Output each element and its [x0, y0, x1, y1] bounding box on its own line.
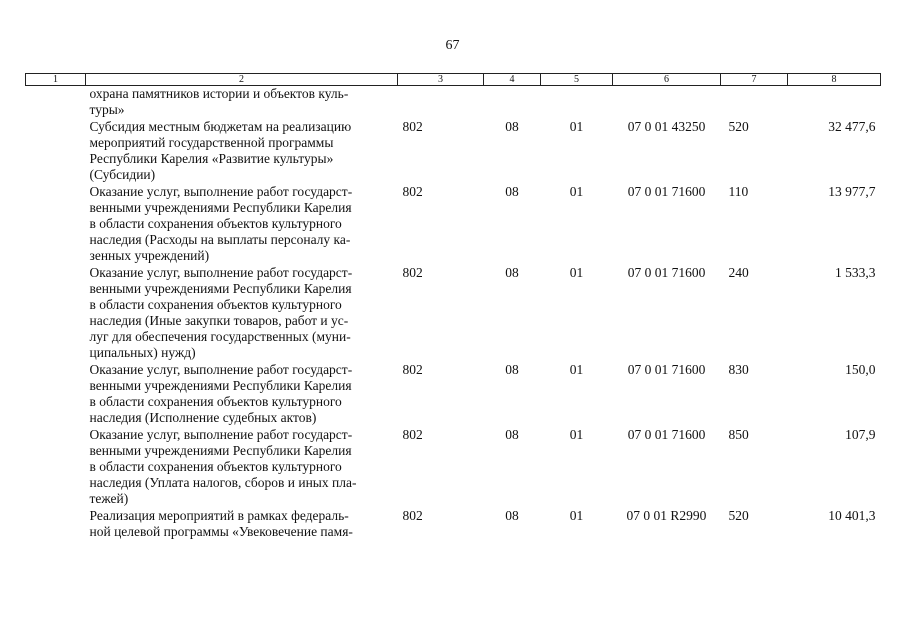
cell-name: Оказание услуг, выполнение работ государст- венными учреждениями Республики Карелия в области сохранения объектов культурного наследия (Уплата налогов, сборов и иных пла- тежей) — [89, 427, 357, 506]
cell-ved: 802 — [402, 184, 423, 199]
cell-name: Оказание услуг, выполнение работ государст- венными учреждениями Республики Карелия в области сохранения объектов культурного наследия (Иные закупки товаров, работ и ус- луг для обеспечения государственных (муни- ципальных) нужд) — [89, 265, 353, 360]
cell-pr: 01 — [569, 427, 584, 442]
cell-vr: 830 — [728, 362, 749, 377]
table-row — [26, 362, 881, 427]
cell-blank — [26, 362, 86, 427]
cell-name: Субсидия местным бюджетам на реализацию мероприятий государственной программы Республики Карелия «Развитие культуры» (Субсидии) — [89, 119, 352, 182]
cell-rz: 08 — [505, 427, 519, 442]
cell-pr: 01 — [569, 184, 584, 199]
cell-rz: 08 — [505, 265, 519, 280]
table-row — [26, 119, 881, 184]
cell-ved: 802 — [402, 119, 423, 134]
cell-blank — [26, 119, 86, 184]
cell-pr: 01 — [569, 362, 584, 377]
header-col-5: 5 — [541, 74, 613, 86]
cell-rz: 08 — [505, 508, 519, 523]
table-row — [26, 427, 881, 508]
cell-blank — [26, 86, 86, 120]
cell-ved: 802 — [402, 508, 423, 523]
header-col-3: 3 — [398, 74, 484, 86]
cell-sum — [788, 86, 881, 120]
cell-pr: 01 — [569, 119, 584, 134]
cell-csr: 07 0 01 71600 — [627, 184, 706, 199]
cell-ved: 802 — [402, 265, 423, 280]
cell-pr: 01 — [569, 508, 584, 523]
cell-vr: 520 — [728, 508, 749, 523]
cell-ved: 802 — [402, 427, 423, 442]
cell-blank — [26, 427, 86, 508]
cell-csr: 07 0 01 71600 — [627, 427, 706, 442]
cell-rz: 08 — [505, 119, 519, 134]
cell-csr: 07 0 01 43250 — [627, 119, 706, 134]
cell-vr: 110 — [728, 184, 749, 199]
header-col-6: 6 — [613, 74, 721, 86]
table-row — [26, 184, 881, 265]
cell-rz: 08 — [505, 184, 519, 199]
cell-ved: 802 — [402, 362, 423, 377]
cell-csr: 07 0 01 R2990 — [626, 508, 707, 523]
header-col-2: 2 — [86, 74, 398, 86]
cell-sum: 150,0 — [845, 362, 876, 377]
cell-sum: 107,9 — [845, 427, 876, 442]
cell-blank — [26, 508, 86, 541]
cell-rz: 08 — [505, 362, 519, 377]
cell-csr: 07 0 01 71600 — [627, 265, 706, 280]
cell-name: Реализация мероприятий в рамках федераль- ной целевой программы «Увековечение памя- — [89, 508, 353, 539]
header-col-8: 8 — [788, 74, 881, 86]
table-row — [26, 265, 881, 362]
page-number: 67 — [445, 38, 460, 53]
header-col-4: 4 — [484, 74, 541, 86]
cell-vr — [721, 86, 788, 120]
cell-vr: 520 — [728, 119, 749, 134]
header-col-1: 1 — [26, 74, 86, 86]
cell-pr — [541, 86, 613, 120]
header-col-7: 7 — [721, 74, 788, 86]
cell-blank — [26, 265, 86, 362]
cell-sum: 10 401,3 — [828, 508, 876, 523]
cell-sum: 1 533,3 — [835, 265, 876, 280]
cell-vr: 240 — [728, 265, 749, 280]
cell-rz — [484, 86, 541, 120]
budget-table — [25, 73, 881, 541]
cell-sum: 13 977,7 — [828, 184, 876, 199]
cell-blank — [26, 184, 86, 265]
cell-name: Оказание услуг, выполнение работ государст- венными учреждениями Республики Карелия в области сохранения объектов культурного наследия (Исполнение судебных актов) — [89, 362, 353, 425]
cell-name: охрана памятников истории и объектов куль- туры» — [89, 86, 349, 117]
cell-vr: 850 — [728, 427, 749, 442]
table-row — [26, 86, 881, 120]
cell-ved — [398, 86, 484, 120]
cell-pr: 01 — [569, 265, 584, 280]
cell-csr — [613, 86, 721, 120]
cell-csr: 07 0 01 71600 — [627, 362, 706, 377]
cell-name: Оказание услуг, выполнение работ государст- венными учреждениями Республики Карелия в области сохранения объектов культурного наследия (Расходы на выплаты персоналу ка- зенных учреждений) — [89, 184, 353, 263]
cell-sum: 32 477,6 — [828, 119, 876, 134]
table-header-row — [26, 74, 881, 86]
table-row — [26, 508, 881, 541]
